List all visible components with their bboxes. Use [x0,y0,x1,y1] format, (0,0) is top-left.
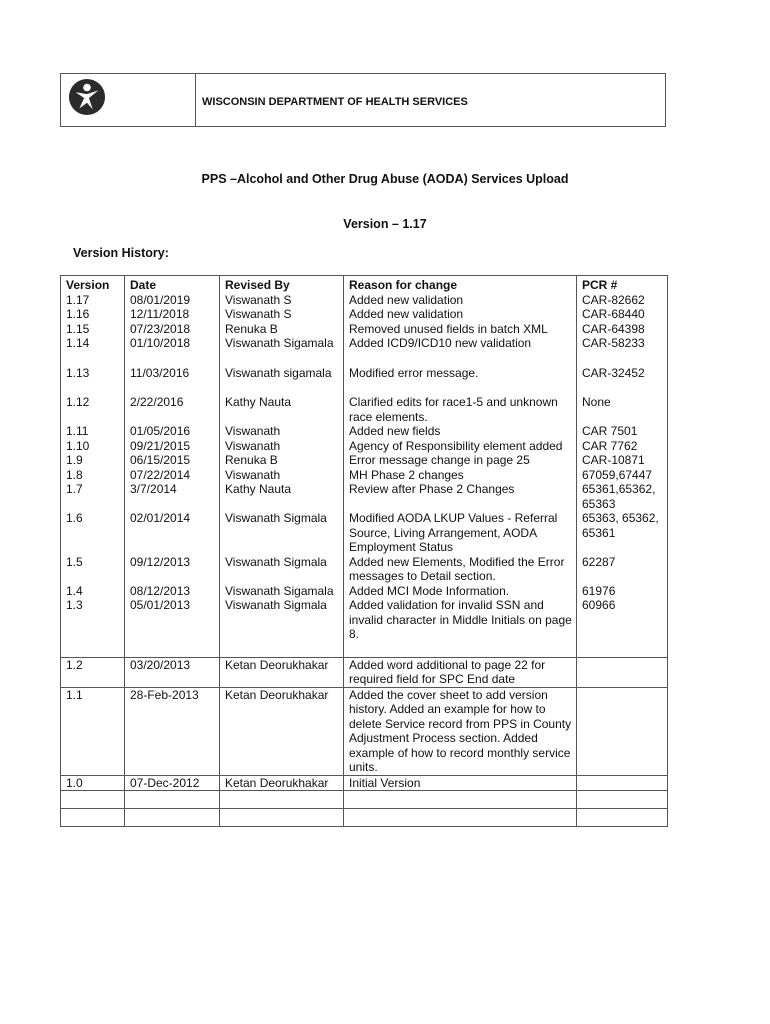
cell-revised-by: Viswanath Sigmala [220,598,344,657]
cell-pcr [577,775,668,791]
header-reason: Reason for change [344,276,577,293]
cell-pcr: 65363, 65362, 65361 [577,511,668,555]
cell-date: 3/7/2014 [125,482,220,511]
table-row [61,439,668,454]
document-version: Version – 1.17 [343,217,427,231]
cell-version: 1.13 [61,366,125,396]
cell-date: 08/01/2019 [125,293,220,308]
cell-pcr: CAR-32452 [577,366,668,396]
cell-version: 1.12 [61,395,125,424]
cell-date: 06/15/2015 [125,453,220,468]
dhs-logo-icon [68,78,106,116]
cell-date: 07/22/2014 [125,468,220,483]
cell-date: 01/05/2016 [125,424,220,439]
cell-reason: Added ICD9/ICD10 new validation [344,336,577,366]
table-row [61,687,668,775]
cell-date: 09/21/2015 [125,439,220,454]
cell-pcr: CAR-58233 [577,336,668,366]
cell-reason: Added new Elements, Modified the Error messages to Detail section. [344,555,577,584]
cell-pcr: 60966 [577,598,668,657]
table-row [61,424,668,439]
empty-cell [61,809,125,827]
cell-reason: Agency of Responsibility element added [344,439,577,454]
cell-version: 1.3 [61,598,125,657]
table-row [61,511,668,555]
header-date: Date [125,276,220,293]
cell-date: 09/12/2013 [125,555,220,584]
empty-cell [125,791,220,809]
cell-date: 07/23/2018 [125,322,220,337]
cell-version: 1.10 [61,439,125,454]
table-row [61,598,668,657]
cell-revised-by: Viswanath Sigmala [220,555,344,584]
cell-reason: Modified AODA LKUP Values - Referral Source, Living Arrangement, AODA Employment Status [344,511,577,555]
empty-cell [344,809,577,827]
cell-date: 08/12/2013 [125,584,220,599]
cell-date: 2/22/2016 [125,395,220,424]
cell-revised-by: Viswanath S [220,307,344,322]
cell-reason: Initial Version [344,775,577,791]
table-row [61,555,668,584]
cell-revised-by: Viswanath sigamala [220,366,344,396]
cell-pcr: CAR 7762 [577,439,668,454]
table-header-row [61,276,668,293]
empty-table-row [61,791,668,809]
cell-reason: Error message change in page 25 [344,453,577,468]
cell-version: 1.1 [61,687,125,775]
cell-date: 01/10/2018 [125,336,220,366]
cell-date: 12/11/2018 [125,307,220,322]
cell-pcr: CAR-10871 [577,453,668,468]
org-name: WISCONSIN DEPARTMENT OF HEALTH SERVICES [202,96,468,108]
cell-pcr: 67059,67447 [577,468,668,483]
cell-date: 02/01/2014 [125,511,220,555]
cell-pcr: CAR-82662 [577,293,668,308]
table-row [61,307,668,322]
cell-reason: Removed unused fields in batch XML [344,322,577,337]
table-row [61,453,668,468]
header-version: Version [61,276,125,293]
table-row [61,322,668,337]
cell-date: 03/20/2013 [125,657,220,687]
empty-cell [61,791,125,809]
document-title: PPS –Alcohol and Other Drug Abuse (AODA) Services Upload [201,172,569,186]
cell-reason: MH Phase 2 changes [344,468,577,483]
cell-date: 28-Feb-2013 [125,687,220,775]
cell-revised-by: Viswanath [220,439,344,454]
cell-version: 1.8 [61,468,125,483]
cell-reason: Review after Phase 2 Changes [344,482,577,511]
cell-pcr [577,687,668,775]
table-row [61,336,668,366]
cell-reason: Added new validation [344,293,577,308]
cell-version: 1.15 [61,322,125,337]
cell-version: 1.5 [61,555,125,584]
table-row [61,468,668,483]
table-row [61,482,668,511]
cell-date: 05/01/2013 [125,598,220,657]
cell-version: 1.16 [61,307,125,322]
empty-cell [344,791,577,809]
cell-version: 1.6 [61,511,125,555]
cell-reason: Modified error message. [344,366,577,396]
cell-revised-by: Ketan Deorukhakar [220,657,344,687]
cell-version: 1.17 [61,293,125,308]
header-revised-by: Revised By [220,276,344,293]
cell-version: 1.11 [61,424,125,439]
cell-revised-by: Ketan Deorukhakar [220,687,344,775]
cell-pcr: 65361,65362, 65363 [577,482,668,511]
cell-reason: Added the cover sheet to add version history. Added an example for how to delete Service record from PPS in County Adjustment Process section. Added example of how to record monthly service units. [344,687,577,775]
cell-revised-by: Viswanath [220,424,344,439]
empty-table-row [61,809,668,827]
cell-revised-by: Renuka B [220,453,344,468]
empty-cell [125,809,220,827]
cell-pcr: CAR-64398 [577,322,668,337]
cell-version: 1.14 [61,336,125,366]
cell-revised-by: Viswanath Sigamala [220,336,344,366]
cell-revised-by: Viswanath Sigamala [220,584,344,599]
cell-version: 1.4 [61,584,125,599]
cell-version: 1.0 [61,775,125,791]
cell-pcr: CAR 7501 [577,424,668,439]
empty-cell [577,791,668,809]
cell-version: 1.9 [61,453,125,468]
cell-pcr: 62287 [577,555,668,584]
table-row [61,657,668,687]
cell-revised-by: Ketan Deorukhakar [220,775,344,791]
cell-revised-by: Viswanath Sigmala [220,511,344,555]
table-row [61,775,668,791]
empty-cell [577,809,668,827]
cell-date: 11/03/2016 [125,366,220,396]
cell-pcr [577,657,668,687]
cell-reason: Added validation for invalid SSN and invalid character in Middle Initials on page 8. [344,598,577,657]
letterhead [60,73,666,127]
cell-reason: Added word additional to page 22 for required field for SPC End date [344,657,577,687]
cell-pcr: 61976 [577,584,668,599]
cell-date: 07-Dec-2012 [125,775,220,791]
cell-version: 1.2 [61,657,125,687]
cell-reason: Added new fields [344,424,577,439]
empty-cell [220,791,344,809]
header-pcr: PCR # [577,276,668,293]
cell-revised-by: Viswanath [220,468,344,483]
cell-revised-by: Renuka B [220,322,344,337]
table-row [61,293,668,308]
version-history-table [60,275,668,827]
header-divider [195,74,196,126]
empty-cell [220,809,344,827]
cell-revised-by: Kathy Nauta [220,395,344,424]
cell-pcr: None [577,395,668,424]
cell-reason: Added MCI Mode Information. [344,584,577,599]
table-row [61,366,668,396]
cell-revised-by: Kathy Nauta [220,482,344,511]
cell-reason: Added new validation [344,307,577,322]
cell-reason: Clarified edits for race1-5 and unknown race elements. [344,395,577,424]
cell-revised-by: Viswanath S [220,293,344,308]
table-row [61,395,668,424]
cell-pcr: CAR-68440 [577,307,668,322]
cell-version: 1.7 [61,482,125,511]
version-history-heading: Version History: [73,246,169,260]
table-row [61,584,668,599]
